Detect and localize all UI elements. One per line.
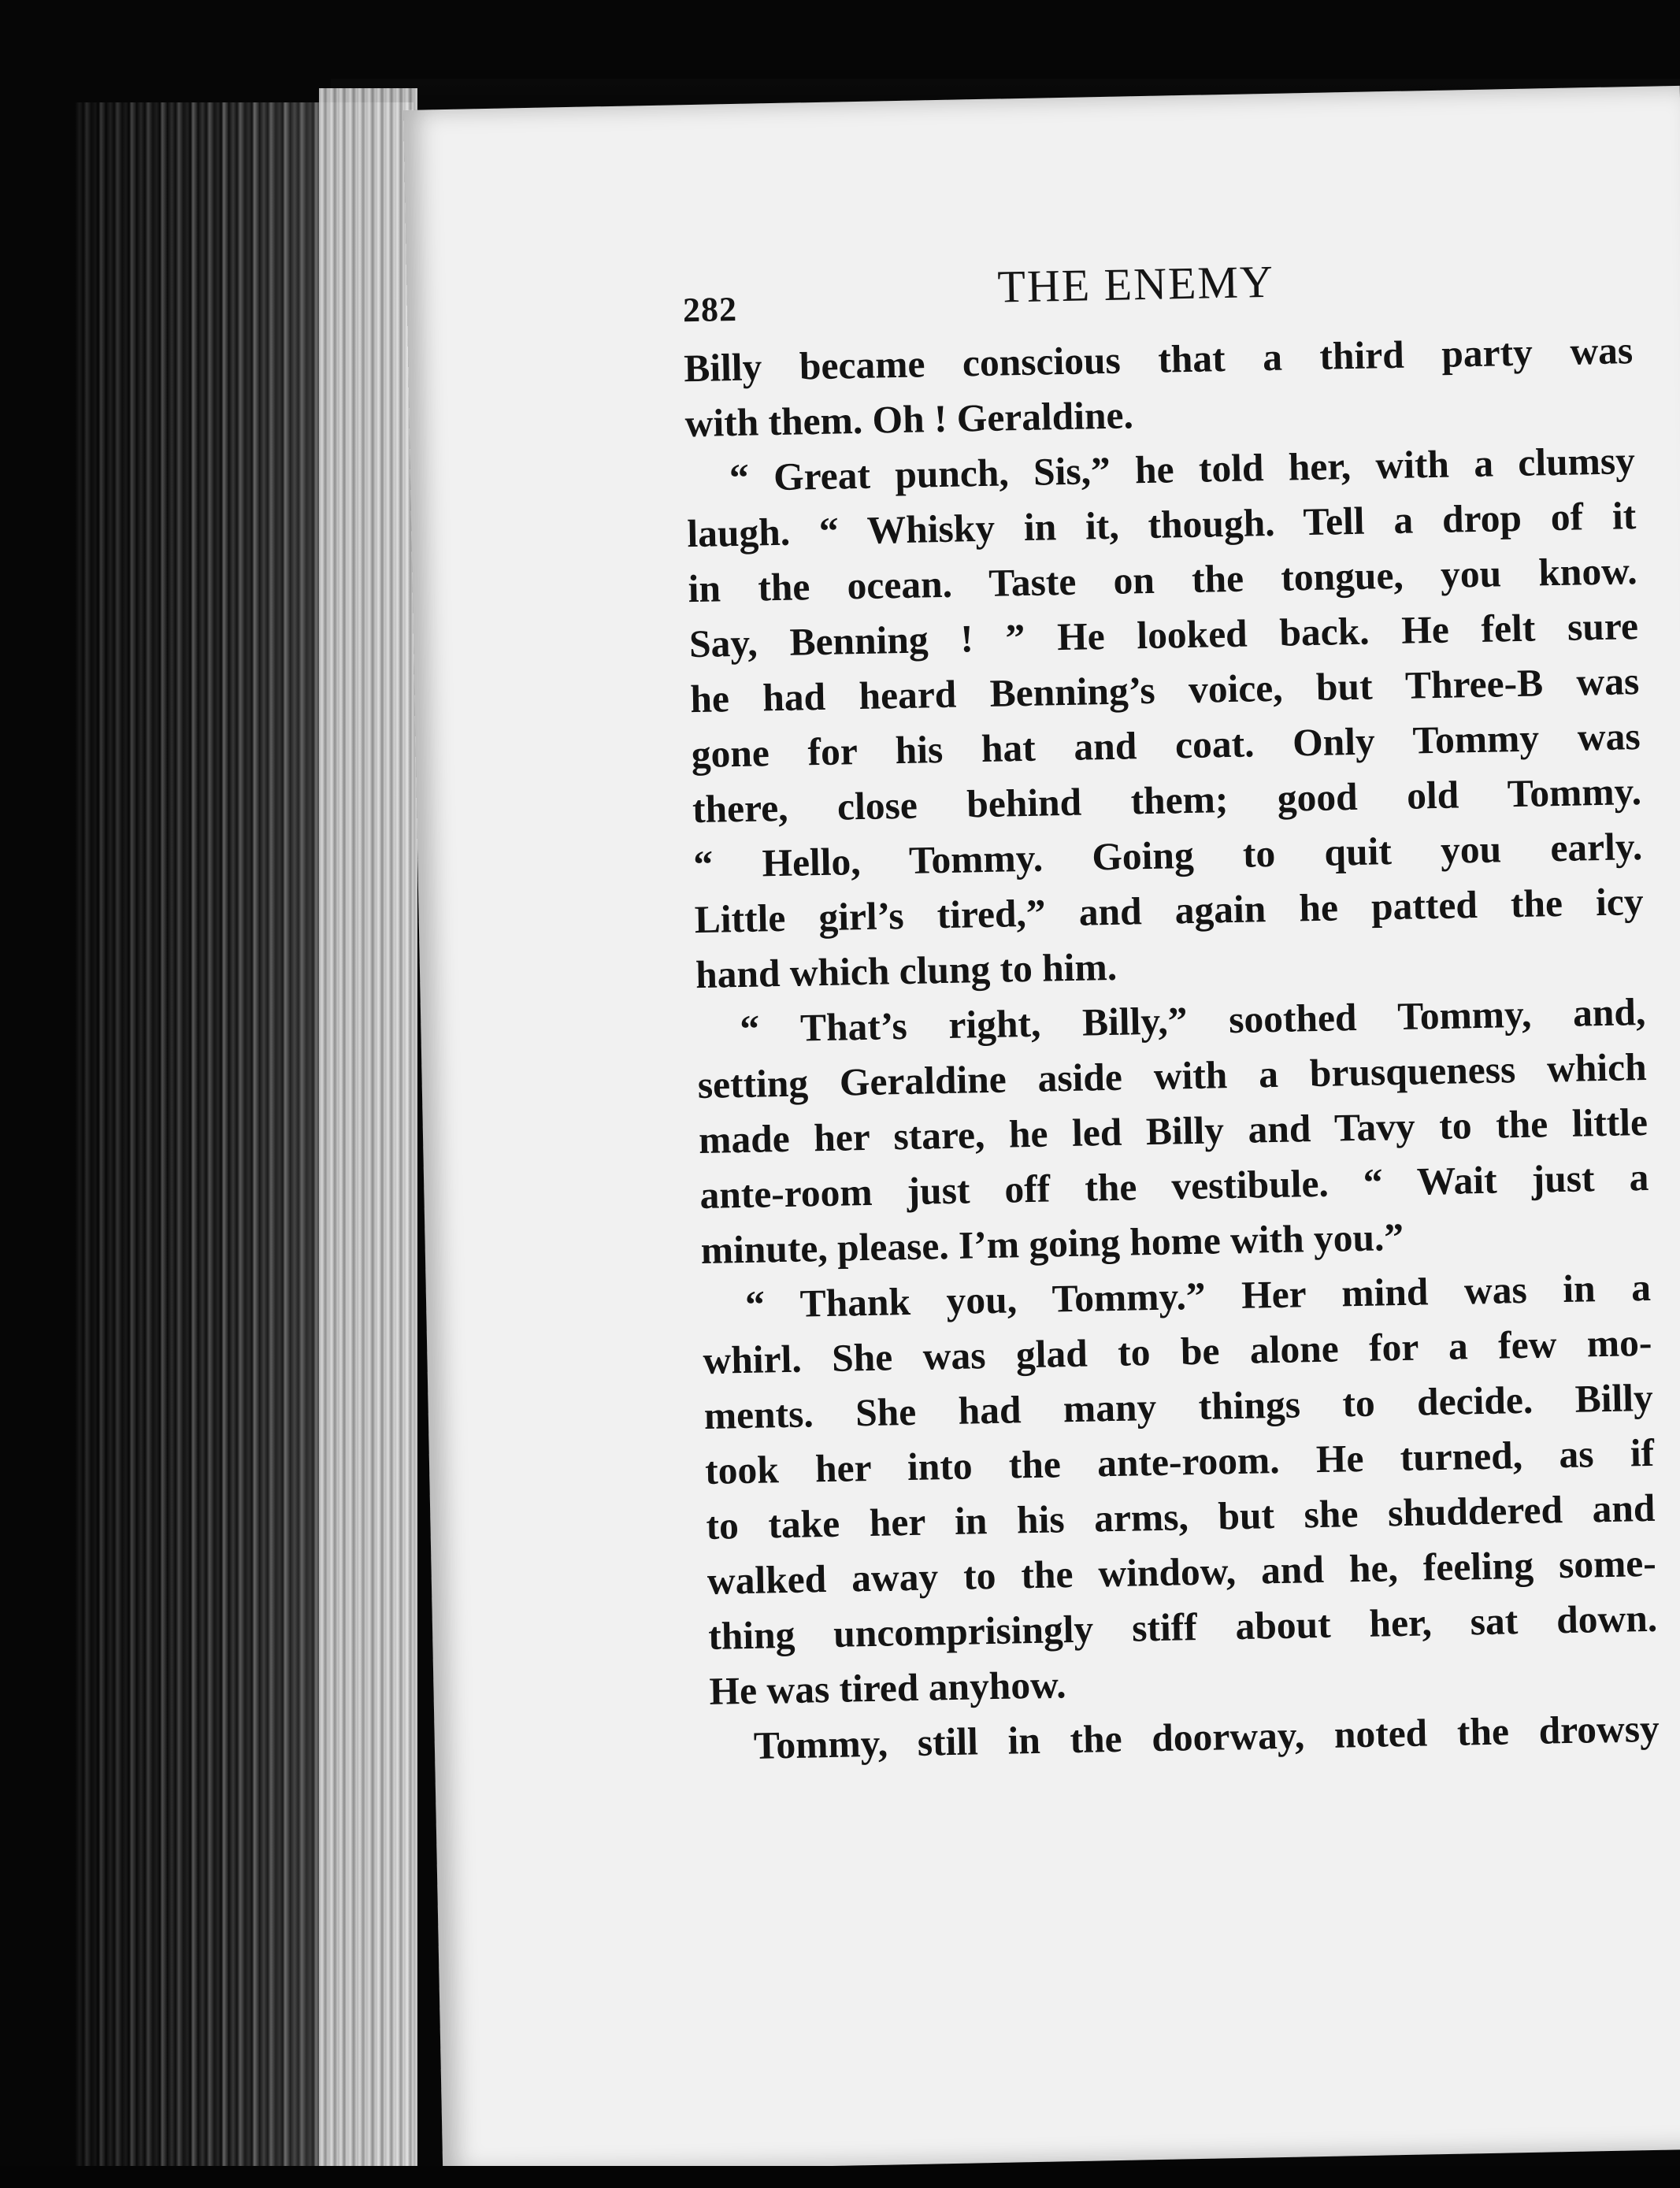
text-line: ments. She had many things to decide. Billy — [703, 1375, 1654, 1437]
text-line: with them. Oh ! Geraldine. — [684, 393, 1134, 446]
text-line: He was tired anyhow. — [709, 1663, 1066, 1713]
book-page — [403, 86, 1680, 2174]
text-line: Billy became conscious that a third party was — [683, 328, 1634, 391]
text-line: laugh. “ Whisky in it, though. Tell a drop of it — [686, 494, 1637, 556]
text-line: minute, please. I’m going home with you.” — [700, 1215, 1404, 1273]
text-line: gone for his hat and coat. Only Tommy was — [691, 714, 1641, 777]
text-line: “ Hello, Tommy. Going to quit you early. — [692, 824, 1643, 887]
body-text — [684, 323, 1660, 1775]
text-line: to take her in his arms, but she shuddered and — [706, 1485, 1656, 1548]
text-line: ante-room just off the vestibule. “ Wait just a — [699, 1155, 1649, 1218]
text-line: walked away to the window, and he, feeling some- — [706, 1541, 1657, 1603]
text-line: Tommy, still in the doorway, noted the drowsy — [753, 1706, 1660, 1767]
text-line: thing uncomprisingly stiff about her, sat down. — [707, 1596, 1658, 1658]
text-line: made her stare, he led Billy and Tavy to the little — [698, 1100, 1648, 1163]
text-line: took her into the ante-room. He turned, as if — [704, 1430, 1655, 1493]
text-line: whirl. She was glad to be alone for a few mo- — [703, 1320, 1652, 1382]
running-head: THE ENEMY — [996, 255, 1275, 313]
page-header — [682, 248, 1636, 329]
text-line: Say, Benning ! ” He looked back. He felt sure — [688, 604, 1639, 666]
text-line: there, close behind them; good old Tommy. — [692, 769, 1642, 832]
book-page-edges-highlight — [319, 88, 417, 2168]
text-line: “ Great punch, Sis,” he told her, with a clumsy — [729, 439, 1636, 500]
scan-bottom-band — [0, 2166, 1680, 2188]
text-line: “ Thank you, Tommy.” Her mind was in a — [744, 1265, 1652, 1326]
page-number: 282 — [682, 289, 738, 330]
text-line: he had heard Benning’s voice, but Three-B was — [689, 659, 1640, 721]
text-line: setting Geraldine aside with a brusqueness which — [697, 1044, 1648, 1107]
text-line: Little girl’s tired,” and again he patted the icy — [694, 879, 1645, 942]
text-line: “ That’s right, Billy,” soothed Tommy, and, — [739, 989, 1646, 1051]
text-line: in the ocean. Taste on the tongue, you know. — [688, 549, 1638, 611]
text-line: hand which clung to him. — [695, 944, 1118, 997]
